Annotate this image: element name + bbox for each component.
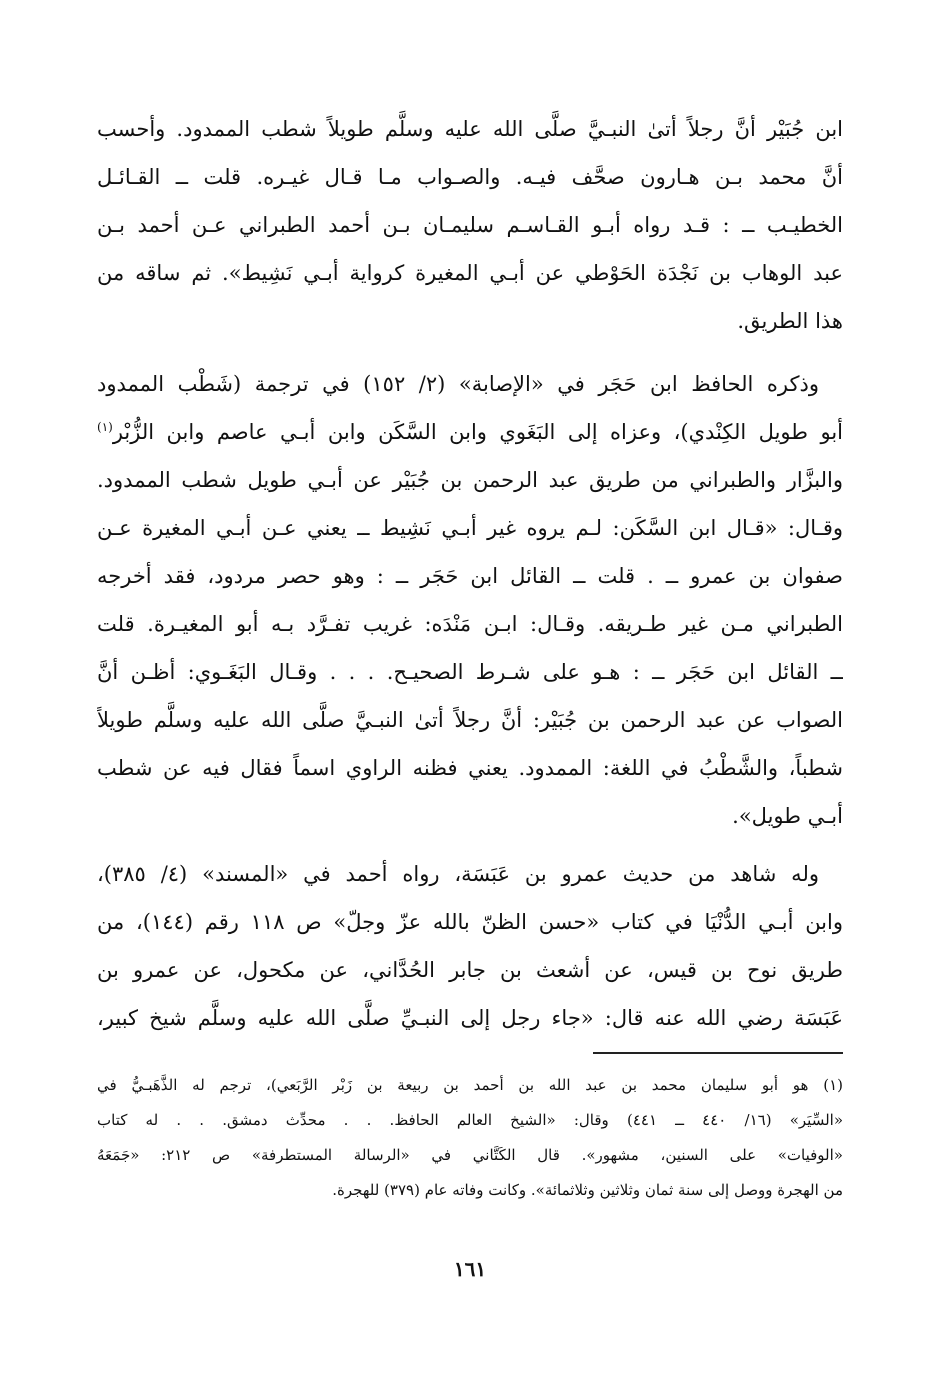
paragraph-1 <box>97 105 843 345</box>
text-line: والبزَّار والطبراني من طريق عبد الرحمن بن جُبَيْر عن أبـي طويل شطب الممدود. <box>97 468 843 492</box>
text-line: وابن أبـي الدُّنْيَا في كتاب «حسن الظنّ بالله عزّ وجلّ» ص ١١٨ رقم (١٤٤)، من <box>97 910 843 934</box>
text-line: الطبراني مـن غير طـريقه. وقـال: ابـن مَنْدَه: غريب تفـرَّد بـه أبو المغيـرة. قلت <box>97 612 843 636</box>
text-line: أنَّ محمد بـن هـارون صحَّف فيـه. والصـواب مـا قـال غيـره. قلت ــ القـائـل <box>97 165 843 189</box>
text-line: هذا الطريق. <box>737 309 843 333</box>
text-line: وله شاهد من حديث عمرو بن عَبَسَة، رواه أحمد في «المسند» (٤/ ٣٨٥)، <box>97 862 819 886</box>
text-line: أبو طويل الكِنْدي)، وعزاه إلى البَغَوي وابن السَّكَن وابن أبـي عاصم وابن الزُّبْر <box>112 420 843 444</box>
footnote-marker[interactable]: (١) <box>97 420 113 434</box>
text-line: طريق نوح بن قيس، عن أشعث بن جابر الحُدَّاني، عن مكحول، عن عمرو بن <box>97 958 843 982</box>
footnote-line: «الوفيات» على السنين، مشهور». قال الكَتَّاني في «الرسالة المستطرفة» ص ٢١٢: «جَمَعَهُ <box>97 1146 843 1164</box>
text-line: أبـي طويل». <box>732 804 843 828</box>
text-line: صفوان بن عمرو ــ . قلت ــ القائل ابن حَجَر ــ : وهو حصر مردود، فقد أخرجه <box>97 564 843 588</box>
footnote-line: «السِّيَر» (١٦/ ٤٤٠ ــ ٤٤١) وقال: «الشيخ العالم الحافظ. . . محدِّث دمشق. . . له كتاب <box>97 1111 843 1129</box>
text-line: الصواب عن عبد الرحمن بن جُبَيْر: أنَّ رجلاً أتىٰ النبـيَّ صلَّى الله عليه وسلَّم طويلاً <box>97 708 843 732</box>
text-line: ــ القائل ابن حَجَر ــ : هـو على شـرط الصحيـح. . . . وقـال البَغَـوي: أظـن أنَّ <box>97 660 843 684</box>
text-line-with-footnote <box>97 408 843 456</box>
text-line: شطباً، والشَّطْبُ في اللغة: الممدود. يعني فظنه الراوي اسماً فقال فيه عن شطب <box>97 756 843 780</box>
text-line: عبد الوهاب بن نَجْدَة الحَوْطي عن أبـي المغيرة كرواية أبـي نَشِيط». ثم ساقه من <box>97 261 843 285</box>
paragraph-2 <box>97 360 843 840</box>
text-line: الخطيـب ــ : قـد رواه أبـو القـاسـم سليمـان بـن أحمد الطبراني عـن أحمد بـن <box>97 213 843 237</box>
page-number: ١٦١ <box>453 1257 487 1281</box>
text-line: ابن جُبَيْر أنَّ رجلاً أتىٰ النبـيَّ صلَّى الله عليه وسلَّم طويلاً شطب الممدود. وأحسب <box>97 117 843 141</box>
footnote-line: (١) هو أبو سليمان محمد بن عبد الله بن أحمد بن ربيعة بن زَبْر الرَّبَعي)، ترجم له الذَّهَبـيُّ في <box>97 1076 843 1094</box>
footnote-line: من الهجرة ووصل إلى سنة ثمان وثلاثين وثلاثمائة». وكانت وفاته عام (٣٧٩) للهجرة. <box>332 1181 843 1199</box>
paragraph-3 <box>97 850 843 1042</box>
footnotes <box>97 1068 843 1208</box>
text-line: عَبَسَة رضي الله عنه قال: «جاء رجل إلى النبـيِّ صلَّى الله عليه وسلَّم شيخ كبير، <box>97 1006 843 1030</box>
text-line: وقـال: «قـال ابن السَّكَن: لـم يروه غير أبـي نَشِيط ــ يعني عـن أبـي المغيرة عـن <box>97 516 843 540</box>
text-line: وذكره الحافظ ابن حَجَر في «الإصابة» (٢/ ١٥٢) في ترجمة (شَطْب الممدود <box>97 372 819 396</box>
footnote-separator <box>593 1052 843 1054</box>
